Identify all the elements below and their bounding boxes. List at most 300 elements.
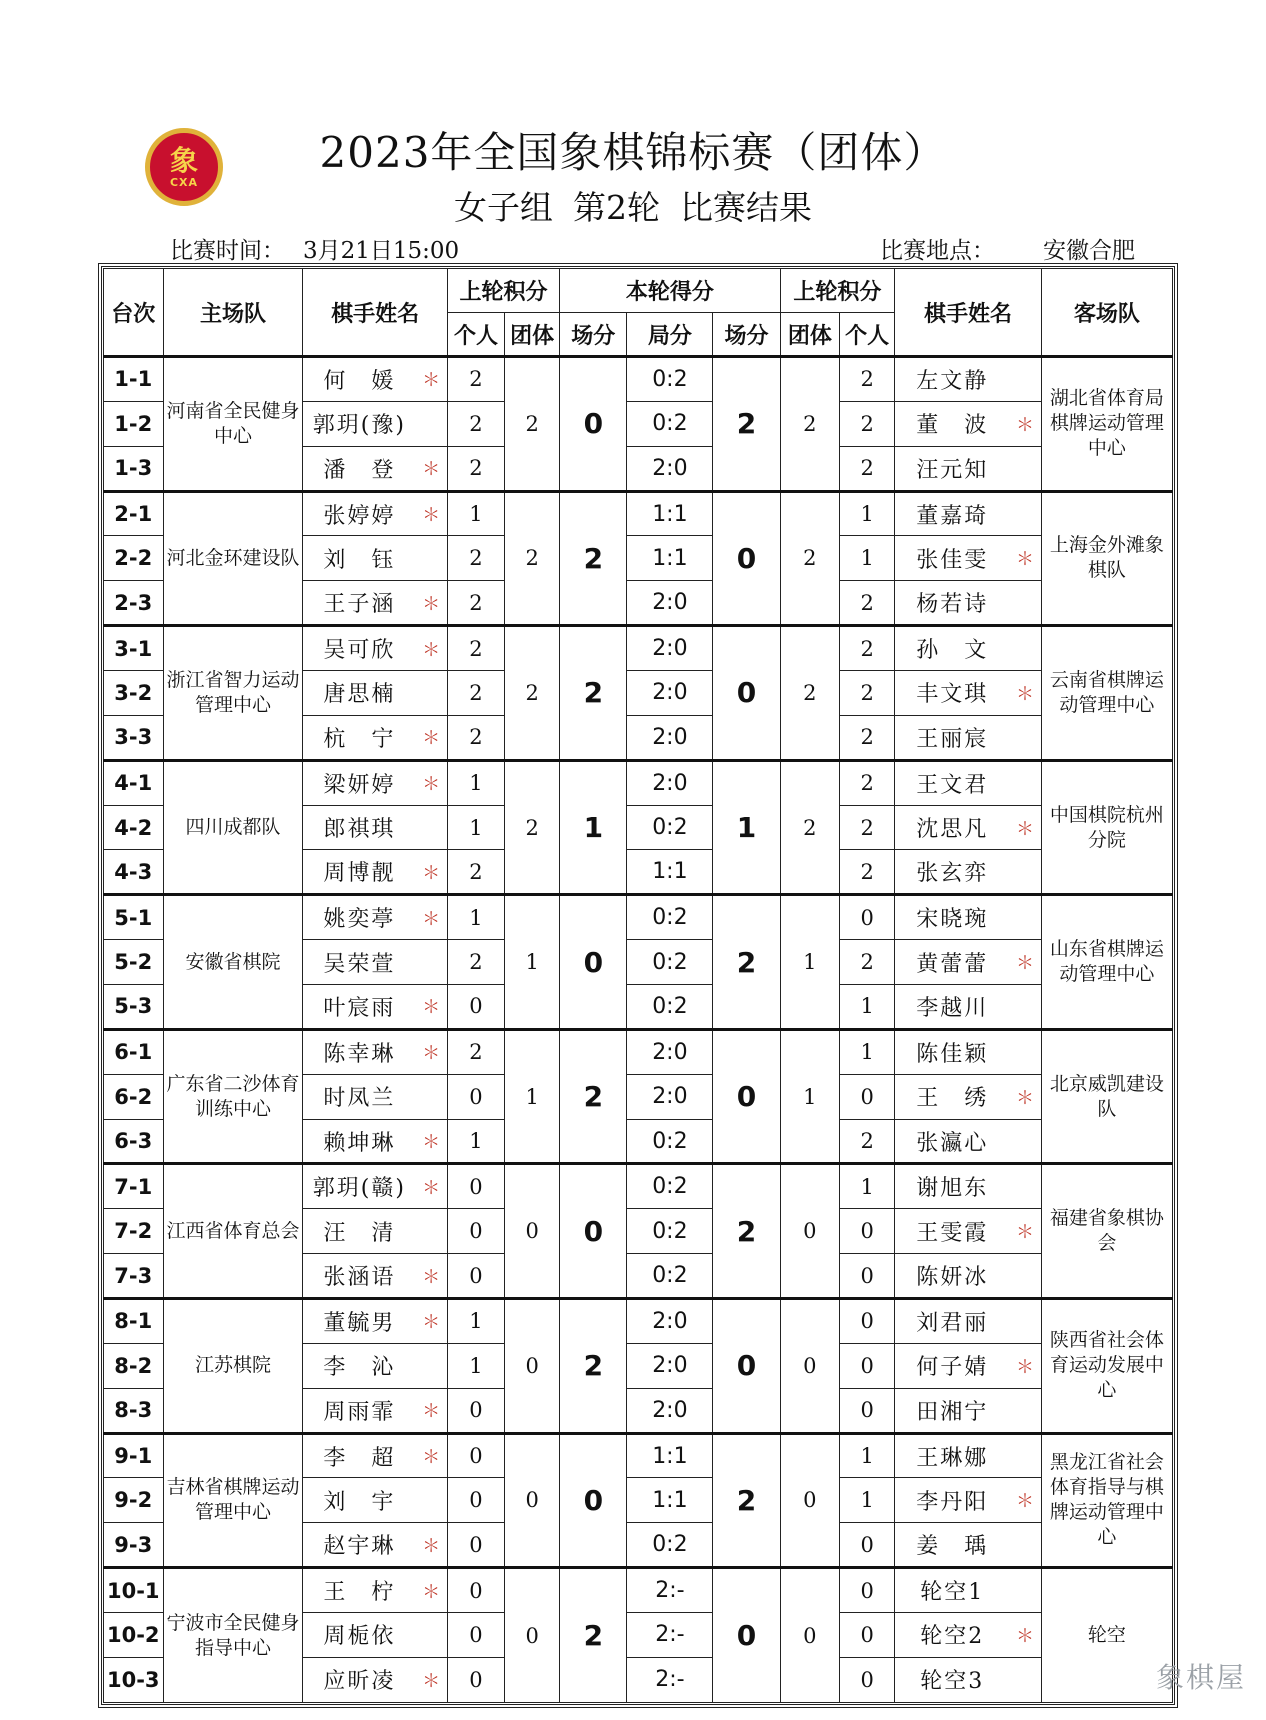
away-player-name: 轮空1 [895, 1568, 1010, 1613]
game-score: 1:1 [627, 850, 713, 895]
home-match-score: 2 [560, 1568, 627, 1703]
away-individual-points: 2 [840, 401, 895, 446]
home-individual-points: 1 [447, 491, 504, 536]
away-team-name: 中国棋院杭州分院 [1041, 760, 1172, 895]
away-player-name: 汪元知 [895, 446, 1010, 491]
home-team-prev-points: 2 [505, 626, 560, 761]
home-player-name: 董毓男 [303, 1299, 415, 1344]
away-player-name: 左文静 [895, 357, 1010, 402]
home-match-score: 0 [560, 895, 627, 1030]
away-individual-points: 0 [840, 895, 895, 940]
away-individual-points: 2 [840, 626, 895, 671]
home-first-move-mark: ＊ [415, 626, 447, 671]
home-team-name: 四川成都队 [163, 760, 303, 895]
away-individual-points: 1 [840, 536, 895, 581]
home-first-move-mark: ＊ [415, 715, 447, 760]
table-row [104, 760, 1173, 805]
game-score: 1:1 [627, 491, 713, 536]
home-individual-points: 2 [447, 940, 504, 985]
home-match-score: 0 [560, 357, 627, 492]
board-number: 2-1 [104, 491, 164, 536]
away-player-name: 孙 文 [895, 626, 1010, 671]
game-score: 0:2 [627, 401, 713, 446]
home-player-name: 陈幸琳 [303, 1029, 415, 1074]
home-player-name: 杭 宁 [303, 715, 415, 760]
away-player-name: 轮空2 [895, 1613, 1010, 1658]
page-subtitle [0, 182, 1266, 229]
away-player-name: 张瀛心 [895, 1119, 1010, 1164]
home-player-name: 王子涵 [303, 581, 415, 626]
board-number: 6-2 [104, 1074, 164, 1119]
away-individual-points: 1 [840, 1164, 895, 1209]
home-individual-points: 2 [447, 1029, 504, 1074]
home-match-score: 2 [560, 1029, 627, 1164]
home-individual-points: 1 [447, 1299, 504, 1344]
home-individual-points: 0 [447, 1433, 504, 1478]
home-player-name: 姚奕葶 [303, 895, 415, 940]
away-match-score: 0 [713, 1299, 780, 1434]
group-label: 女子组 [454, 188, 553, 227]
header-home-prev-points: 上轮积分 [447, 269, 559, 313]
home-team-name: 宁波市全民健身指导中心 [163, 1568, 303, 1703]
table-row [104, 1299, 1173, 1344]
away-match-score: 0 [713, 491, 780, 626]
away-first-move-mark [1009, 1388, 1041, 1433]
home-player-name: 赵宇琳 [303, 1523, 415, 1568]
home-match-score: 2 [560, 491, 627, 626]
home-first-move-mark: ＊ [415, 895, 447, 940]
board-number: 10-3 [104, 1657, 164, 1702]
away-player-name: 王 绣 [895, 1074, 1010, 1119]
game-score: 0:2 [627, 940, 713, 985]
board-number: 4-2 [104, 805, 164, 850]
game-score: 2:0 [627, 1388, 713, 1433]
away-first-move-mark [1009, 760, 1041, 805]
home-team-name: 广东省二沙体育训练中心 [163, 1029, 303, 1164]
away-player-name: 王丽宸 [895, 715, 1010, 760]
home-individual-points: 1 [447, 1119, 504, 1164]
away-first-move-mark [1009, 715, 1041, 760]
home-individual-points: 0 [447, 1523, 504, 1568]
board-number: 2-3 [104, 581, 164, 626]
home-first-move-mark: ＊ [415, 985, 447, 1030]
home-match-score: 0 [560, 1433, 627, 1568]
away-match-score: 2 [713, 1164, 780, 1299]
home-first-move-mark: ＊ [415, 1164, 447, 1209]
table-row [104, 1433, 1173, 1478]
away-individual-points: 0 [840, 1074, 895, 1119]
home-first-move-mark [415, 1209, 447, 1254]
board-number: 7-1 [104, 1164, 164, 1209]
home-first-move-mark [415, 940, 447, 985]
away-player-name: 宋晓琬 [895, 895, 1010, 940]
away-individual-points: 2 [840, 581, 895, 626]
home-first-move-mark: ＊ [415, 1523, 447, 1568]
game-score: 0:2 [627, 1119, 713, 1164]
game-score: 2:0 [627, 446, 713, 491]
place-label: 比赛地点： [880, 238, 995, 264]
header-away-player: 棋手姓名 [895, 269, 1042, 357]
away-individual-points: 0 [840, 1613, 895, 1658]
away-match-score: 0 [713, 626, 780, 761]
board-number: 1-1 [104, 357, 164, 402]
game-score: 2:0 [627, 1029, 713, 1074]
away-first-move-mark [1009, 1568, 1041, 1613]
board-number: 4-3 [104, 850, 164, 895]
table-row [104, 1029, 1173, 1074]
away-first-move-mark: ＊ [1009, 1478, 1041, 1523]
home-player-name: 应昕凌 [303, 1657, 415, 1702]
home-player-name: 李 沁 [303, 1343, 415, 1388]
away-individual-points: 1 [840, 985, 895, 1030]
home-individual-points: 0 [447, 985, 504, 1030]
home-match-score: 0 [560, 1164, 627, 1299]
home-individual-points: 0 [447, 1074, 504, 1119]
away-first-move-mark [1009, 581, 1041, 626]
board-number: 6-1 [104, 1029, 164, 1074]
home-team-name: 河南省全民健身中心 [163, 357, 303, 492]
away-first-move-mark [1009, 626, 1041, 671]
away-first-move-mark: ＊ [1009, 671, 1041, 716]
header-home-team-points: 团体 [505, 313, 560, 357]
away-first-move-mark [1009, 895, 1041, 940]
home-player-name: 汪 清 [303, 1209, 415, 1254]
away-team-prev-points: 2 [780, 760, 840, 895]
board-number: 3-3 [104, 715, 164, 760]
home-team-prev-points: 2 [505, 357, 560, 492]
away-match-score: 0 [713, 1568, 780, 1703]
time-label: 比赛时间： [170, 238, 285, 264]
board-number: 1-2 [104, 401, 164, 446]
away-first-move-mark [1009, 1657, 1041, 1702]
game-score: 2:0 [627, 626, 713, 671]
home-team-prev-points: 2 [505, 491, 560, 626]
away-first-move-mark: ＊ [1009, 1613, 1041, 1658]
home-individual-points: 2 [447, 536, 504, 581]
away-individual-points: 0 [840, 1343, 895, 1388]
logo-character: 象 [169, 143, 198, 177]
home-team-name: 江西省体育总会 [163, 1164, 303, 1299]
game-score: 2:0 [627, 715, 713, 760]
away-player-name: 王琳娜 [895, 1433, 1010, 1478]
away-first-move-mark [1009, 850, 1041, 895]
home-first-move-mark [415, 1478, 447, 1523]
away-player-name: 王文君 [895, 760, 1010, 805]
home-individual-points: 0 [447, 1388, 504, 1433]
home-first-move-mark [415, 1343, 447, 1388]
away-team-prev-points: 0 [780, 1164, 840, 1299]
away-team-prev-points: 0 [780, 1433, 840, 1568]
home-first-move-mark: ＊ [415, 1119, 447, 1164]
away-first-move-mark [1009, 1299, 1041, 1344]
home-first-move-mark: ＊ [415, 760, 447, 805]
home-individual-points: 2 [447, 357, 504, 402]
home-player-name: 郎祺琪 [303, 805, 415, 850]
away-team-name: 上海金外滩象棋队 [1041, 491, 1172, 626]
game-score: 0:2 [627, 1523, 713, 1568]
home-individual-points: 2 [447, 715, 504, 760]
game-score: 2:0 [627, 1343, 713, 1388]
results-table [103, 268, 1173, 1703]
away-first-move-mark [1009, 1164, 1041, 1209]
home-first-move-mark [415, 536, 447, 581]
away-individual-points: 0 [840, 1568, 895, 1613]
away-first-move-mark: ＊ [1009, 401, 1041, 446]
away-player-name: 杨若诗 [895, 581, 1010, 626]
away-individual-points: 1 [840, 1478, 895, 1523]
table-row [104, 1568, 1173, 1613]
header-home-player: 棋手姓名 [303, 269, 447, 357]
away-first-move-mark: ＊ [1009, 536, 1041, 581]
away-individual-points: 1 [840, 1029, 895, 1074]
away-first-move-mark: ＊ [1009, 805, 1041, 850]
home-first-move-mark: ＊ [415, 850, 447, 895]
header-away-team: 客场队 [1041, 269, 1172, 357]
board-number: 5-3 [104, 985, 164, 1030]
home-player-name: 张婷婷 [303, 491, 415, 536]
home-match-score: 1 [560, 760, 627, 895]
game-score: 0:2 [627, 895, 713, 940]
home-first-move-mark: ＊ [415, 1657, 447, 1702]
home-player-name: 唐思楠 [303, 671, 415, 716]
home-player-name: 何 媛 [303, 357, 415, 402]
away-team-prev-points: 1 [780, 895, 840, 1030]
away-player-name: 王雯霞 [895, 1209, 1010, 1254]
away-player-name: 姜 瑀 [895, 1523, 1010, 1568]
home-team-name: 安徽省棋院 [163, 895, 303, 1030]
game-score: 0:2 [627, 1164, 713, 1209]
game-score: 1:1 [627, 1478, 713, 1523]
header-home-individual: 个人 [447, 313, 504, 357]
away-individual-points: 2 [840, 671, 895, 716]
home-team-prev-points: 1 [505, 895, 560, 1030]
home-player-name: 李 超 [303, 1433, 415, 1478]
home-individual-points: 0 [447, 1254, 504, 1299]
home-individual-points: 0 [447, 1568, 504, 1613]
board-number: 7-2 [104, 1209, 164, 1254]
home-team-prev-points: 0 [505, 1299, 560, 1434]
place-value: 安徽合肥 [1043, 238, 1135, 264]
home-player-name: 赖坤琳 [303, 1119, 415, 1164]
away-team-prev-points: 2 [780, 357, 840, 492]
table-row [104, 895, 1173, 940]
home-first-move-mark [415, 1613, 447, 1658]
home-player-name: 周博靓 [303, 850, 415, 895]
home-player-name: 吴荣萱 [303, 940, 415, 985]
home-individual-points: 1 [447, 805, 504, 850]
home-match-score: 2 [560, 626, 627, 761]
table-row [104, 491, 1173, 536]
away-player-name: 刘君丽 [895, 1299, 1010, 1344]
result-label: 比赛结果 [680, 188, 812, 227]
table-row [104, 1164, 1173, 1209]
watermark: 象棋屋 [1155, 1661, 1246, 1694]
header-home-team: 主场队 [163, 269, 303, 357]
board-number: 10-1 [104, 1568, 164, 1613]
board-number: 9-1 [104, 1433, 164, 1478]
away-first-move-mark [1009, 446, 1041, 491]
away-individual-points: 2 [840, 446, 895, 491]
away-player-name: 田湘宁 [895, 1388, 1010, 1433]
away-first-move-mark [1009, 1433, 1041, 1478]
away-individual-points: 2 [840, 850, 895, 895]
board-number: 2-2 [104, 536, 164, 581]
home-individual-points: 2 [447, 626, 504, 671]
away-team-name: 北京威凯建设队 [1041, 1029, 1172, 1164]
away-match-score: 0 [713, 1029, 780, 1164]
away-individual-points: 1 [840, 491, 895, 536]
home-first-move-mark: ＊ [415, 581, 447, 626]
away-individual-points: 2 [840, 1119, 895, 1164]
home-player-name: 潘 登 [303, 446, 415, 491]
home-match-score: 2 [560, 1299, 627, 1434]
header-away-prev-points: 上轮积分 [780, 269, 895, 313]
header-away-match-score: 场分 [713, 313, 780, 357]
home-player-name: 张涵语 [303, 1254, 415, 1299]
home-player-name: 吴可欣 [303, 626, 415, 671]
home-first-move-mark [415, 401, 447, 446]
away-player-name: 张佳雯 [895, 536, 1010, 581]
away-first-move-mark: ＊ [1009, 1343, 1041, 1388]
time-value: 3月21日15:00 [303, 238, 460, 264]
away-team-name: 山东省棋牌运动管理中心 [1041, 895, 1172, 1030]
away-first-move-mark [1009, 1119, 1041, 1164]
away-player-name: 陈佳颖 [895, 1029, 1010, 1074]
away-player-name: 陈妍冰 [895, 1254, 1010, 1299]
home-team-prev-points: 0 [505, 1568, 560, 1703]
header-board: 台次 [104, 269, 164, 357]
game-score: 2:0 [627, 1074, 713, 1119]
away-team-prev-points: 2 [780, 491, 840, 626]
away-team-name: 黑龙江省社会体育指导与棋牌运动管理中心 [1041, 1433, 1172, 1568]
match-time [170, 232, 459, 265]
away-first-move-mark: ＊ [1009, 1209, 1041, 1254]
board-number: 4-1 [104, 760, 164, 805]
results-body [104, 357, 1173, 1703]
away-team-name: 福建省象棋协会 [1041, 1164, 1172, 1299]
away-match-score: 2 [713, 357, 780, 492]
game-score: 0:2 [627, 805, 713, 850]
board-number: 9-2 [104, 1478, 164, 1523]
away-team-name: 湖北省体育局棋牌运动管理中心 [1041, 357, 1172, 492]
header-home-match-score: 场分 [560, 313, 627, 357]
board-number: 5-1 [104, 895, 164, 940]
away-team-name: 云南省棋牌运动管理中心 [1041, 626, 1172, 761]
table-row [104, 626, 1173, 671]
home-player-name: 王 柠 [303, 1568, 415, 1613]
home-player-name: 梁妍婷 [303, 760, 415, 805]
away-individual-points: 2 [840, 760, 895, 805]
away-individual-points: 0 [840, 1299, 895, 1344]
game-score: 1:1 [627, 1433, 713, 1478]
away-individual-points: 2 [840, 940, 895, 985]
home-individual-points: 1 [447, 1343, 504, 1388]
game-score: 0:2 [627, 985, 713, 1030]
away-player-name: 董嘉琦 [895, 491, 1010, 536]
round-label: 第2轮 [573, 188, 660, 227]
away-individual-points: 2 [840, 357, 895, 402]
away-first-move-mark [1009, 1029, 1041, 1074]
home-player-name: 刘 宇 [303, 1478, 415, 1523]
home-first-move-mark: ＊ [415, 1254, 447, 1299]
game-score: 0:2 [627, 357, 713, 402]
page-title: 2023年全国象棋锦标赛（团体） [319, 128, 947, 177]
board-number: 8-2 [104, 1343, 164, 1388]
header-away-team-points: 团体 [780, 313, 840, 357]
home-player-name: 刘 钰 [303, 536, 415, 581]
board-number: 7-3 [104, 1254, 164, 1299]
game-score: 2:0 [627, 671, 713, 716]
home-player-name: 周栀依 [303, 1613, 415, 1658]
away-team-prev-points: 2 [780, 626, 840, 761]
away-individual-points: 2 [840, 805, 895, 850]
header-game-score: 局分 [627, 313, 713, 357]
away-individual-points: 1 [840, 1433, 895, 1478]
home-individual-points: 0 [447, 1478, 504, 1523]
home-first-move-mark: ＊ [415, 1568, 447, 1613]
away-match-score: 2 [713, 895, 780, 1030]
away-match-score: 2 [713, 1433, 780, 1568]
home-individual-points: 2 [447, 401, 504, 446]
away-match-score: 1 [713, 760, 780, 895]
home-team-name: 江苏棋院 [163, 1299, 303, 1434]
game-score: 1:1 [627, 536, 713, 581]
home-player-name: 郭玥(赣) [303, 1164, 415, 1209]
home-player-name: 时凤兰 [303, 1074, 415, 1119]
board-number: 3-1 [104, 626, 164, 671]
away-player-name: 轮空3 [895, 1657, 1010, 1702]
away-player-name: 谢旭东 [895, 1164, 1010, 1209]
game-score: 2:0 [627, 1299, 713, 1344]
away-first-move-mark [1009, 357, 1041, 402]
away-player-name: 李越川 [895, 985, 1010, 1030]
game-score: 2:- [627, 1657, 713, 1702]
home-first-move-mark: ＊ [415, 1299, 447, 1344]
away-team-prev-points: 1 [780, 1029, 840, 1164]
home-first-move-mark [415, 805, 447, 850]
board-number: 8-3 [104, 1388, 164, 1433]
away-player-name: 何子婧 [895, 1343, 1010, 1388]
game-score: 2:- [627, 1568, 713, 1613]
game-score: 2:0 [627, 581, 713, 626]
game-score: 0:2 [627, 1254, 713, 1299]
home-team-prev-points: 0 [505, 1433, 560, 1568]
board-number: 5-2 [104, 940, 164, 985]
away-player-name: 张玄弈 [895, 850, 1010, 895]
board-number: 3-2 [104, 671, 164, 716]
away-individual-points: 0 [840, 1254, 895, 1299]
home-first-move-mark: ＊ [415, 357, 447, 402]
home-individual-points: 0 [447, 1657, 504, 1702]
away-individual-points: 0 [840, 1388, 895, 1433]
home-team-name: 吉林省棋牌运动管理中心 [163, 1433, 303, 1568]
home-first-move-mark [415, 671, 447, 716]
game-score: 0:2 [627, 1209, 713, 1254]
home-first-move-mark: ＊ [415, 491, 447, 536]
board-number: 9-3 [104, 1523, 164, 1568]
home-player-name: 周雨霏 [303, 1388, 415, 1433]
home-first-move-mark: ＊ [415, 1029, 447, 1074]
logo-abbreviation: CXA [169, 175, 199, 189]
away-individual-points: 0 [840, 1523, 895, 1568]
game-score: 2:0 [627, 760, 713, 805]
home-individual-points: 2 [447, 850, 504, 895]
home-team-prev-points: 0 [505, 1164, 560, 1299]
away-individual-points: 0 [840, 1657, 895, 1702]
board-number: 6-3 [104, 1119, 164, 1164]
home-player-name: 郭玥(豫) [303, 401, 415, 446]
game-score: 2:- [627, 1613, 713, 1658]
